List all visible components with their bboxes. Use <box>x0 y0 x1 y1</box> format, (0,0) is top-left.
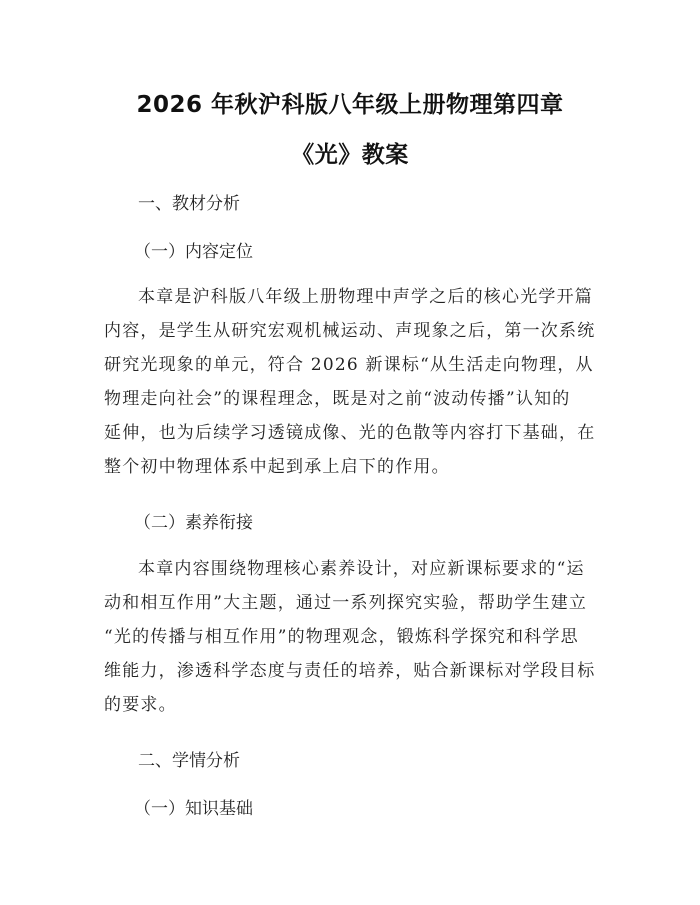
paragraph-line: 整个初中物理体系中起到承上启下的作用。 <box>104 457 450 477</box>
paragraph-line: 动和相互作用”大主题，通过一系列探究实验，帮助学生建立 <box>104 593 588 613</box>
paragraph-line: 维能力，渗透科学态度与责任的培养，贴合新课标对学段目标 <box>104 661 596 681</box>
paragraph-content-positioning <box>104 280 598 484</box>
document-title-line-2: 《光》教案 <box>291 142 409 168</box>
document-title-line-1: 2026 年秋沪科版八年级上册物理第四章 <box>136 92 564 118</box>
paragraph-line: 内容，是学生从研究宏观机械运动、声现象之后，第一次系统 <box>104 321 596 341</box>
section-heading-learner-analysis: 二、学情分析 <box>138 751 240 771</box>
paragraph-literacy-connection <box>104 552 598 722</box>
subsection-heading-knowledge-base: （一）知识基础 <box>134 799 253 819</box>
paragraph-line: 本章内容围绕物理核心素养设计，对应新课标要求的“运 <box>138 559 585 579</box>
paragraph-line: 物理走向社会”的课程理念，既是对之前“波动传播”认知的 <box>104 389 571 409</box>
subsection-heading-content-positioning: （一）内容定位 <box>134 242 253 262</box>
subsection-heading-literacy-connection: （二）素养衔接 <box>134 513 253 533</box>
paragraph-line: 延伸，也为后续学习透镜成像、光的色散等内容打下基础，在 <box>104 423 596 443</box>
paragraph-line: “光的传播与相互作用”的物理观念，锻炼科学探究和科学思 <box>104 627 579 647</box>
paragraph-line: 的要求。 <box>104 695 177 715</box>
paragraph-line: 本章是沪科版八年级上册物理中声学之后的核心光学开篇 <box>138 287 593 307</box>
section-heading-textbook-analysis: 一、教材分析 <box>138 194 240 214</box>
paragraph-line: 研究光现象的单元，符合 2026 新课标“从生活走向物理，从 <box>104 355 594 375</box>
